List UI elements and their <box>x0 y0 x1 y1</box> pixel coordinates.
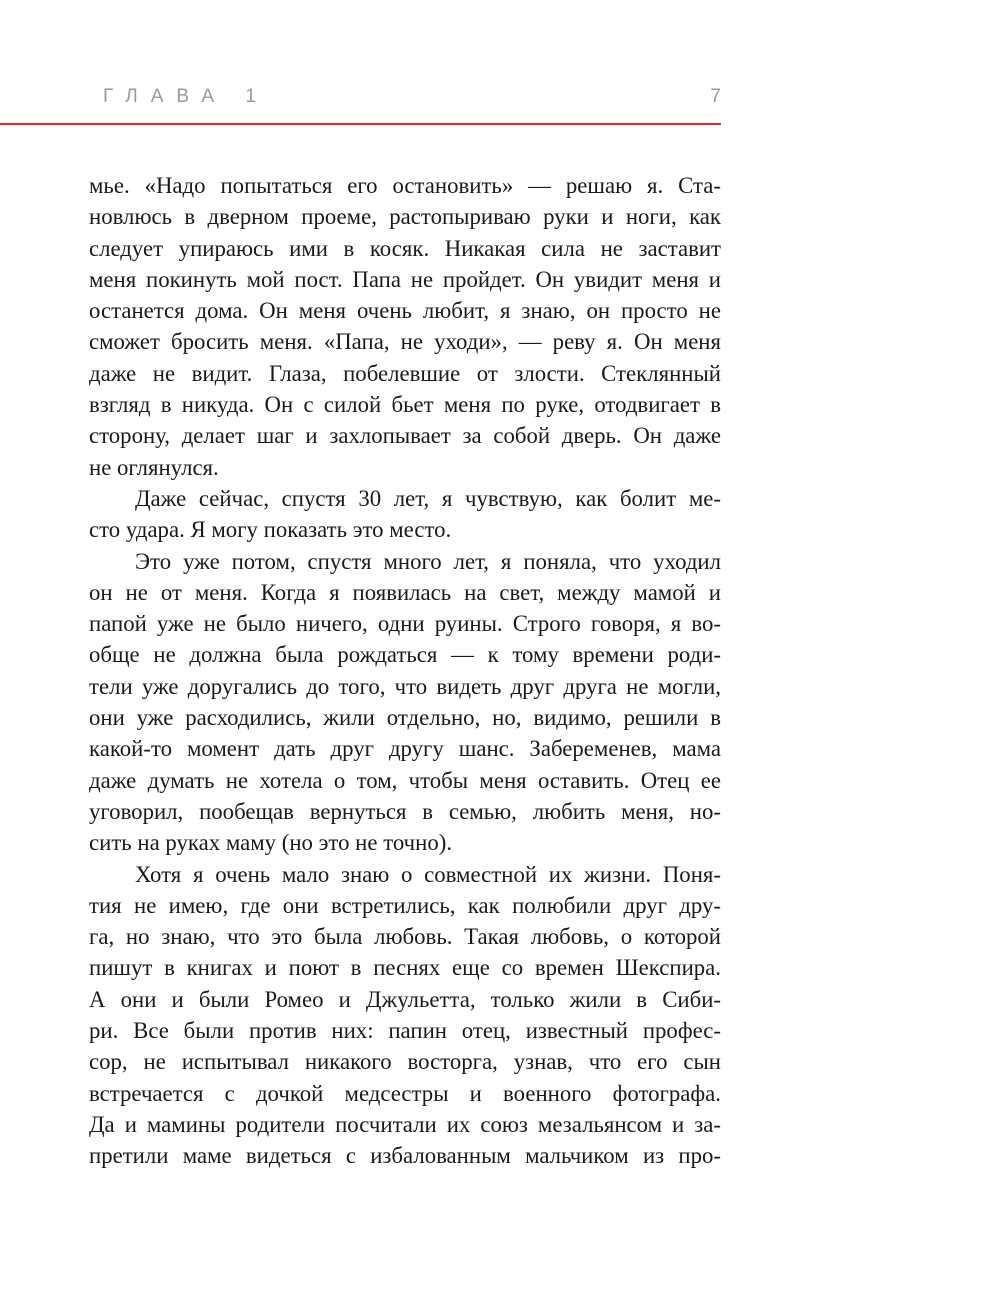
text-line: встречается с дочкой медсестры и военного фотографа. <box>89 1080 721 1106</box>
text-line: взгляд в никуда. Он с силой бьет меня по руке, отодвигает в <box>89 392 721 418</box>
text-line: Даже сейчас, спустя 30 лет, я чувствую, как болит ме- <box>135 485 721 511</box>
paragraph <box>89 546 721 859</box>
text-line: не оглянулся. <box>89 454 219 480</box>
text-line: сор, не испытывал никакого восторга, узнав, что его сын <box>89 1049 721 1075</box>
text-line: ри. Все были против них: папин отец, известный профес- <box>89 1018 721 1044</box>
body-text <box>89 170 721 1172</box>
text-line: Да и мамины родители посчитали их союз мезальянсом и за- <box>89 1111 721 1137</box>
paragraph <box>89 170 721 483</box>
text-line: даже не видит. Глаза, побелевшие от злости. Стеклянный <box>89 360 721 386</box>
page-number: 7 <box>710 86 721 107</box>
text-line: останется дома. Он меня очень любит, я знаю, он просто не <box>89 298 721 324</box>
running-head <box>103 86 721 114</box>
text-line: тели уже доругались до того, что видеть друг друга не могли, <box>89 673 721 699</box>
paragraph <box>89 483 721 546</box>
text-line: Это уже потом, спустя много лет, я поняла, что уходил <box>135 548 721 574</box>
text-line: он не от меня. Когда я появилась на свет, между мамой и <box>89 579 721 605</box>
text-line: сто удара. Я могу показать это место. <box>89 517 452 543</box>
text-line: претили маме видеться с избалованным мальчиком из про- <box>89 1143 721 1169</box>
paragraph <box>89 859 721 1172</box>
text-line: уговорил, пообещав вернуться в семью, любить меня, но- <box>89 798 721 824</box>
text-line: даже думать не хотела о том, чтобы меня оставить. Отец ее <box>89 767 721 793</box>
text-line: новлюсь в дверном проеме, растопыриваю руки и ноги, как <box>89 204 721 230</box>
text-line: А они и были Ромео и Джульетта, только жили в Сиби- <box>89 986 721 1012</box>
chapter-label: ГЛАВА 1 <box>103 86 269 107</box>
text-line: какой-то момент дать друг другу шанс. Забеременев, мама <box>89 736 721 762</box>
text-line: тия не имею, где они встретились, как полюбили друг дру- <box>89 892 721 918</box>
text-line: мье. «Надо попытаться его остановить» — решаю я. Ста- <box>89 173 721 198</box>
text-line: папой уже не было ничего, одни руины. Строго говоря, я во- <box>89 611 721 637</box>
header-rule <box>0 123 721 125</box>
text-line: га, но знаю, что это была любовь. Такая любовь, о которой <box>89 924 721 950</box>
text-line: сможет бросить меня. «Папа, не уходи», — реву я. Он меня <box>89 329 721 355</box>
text-line: сить на руках маму (но это не точно). <box>89 830 453 856</box>
text-line: они уже расходились, жили отдельно, но, видимо, решили в <box>89 705 721 731</box>
text-line: пишут в книгах и поют в песнях еще со времен Шекспира. <box>89 955 721 981</box>
text-line: обще не должна была рождаться — к тому времени роди- <box>89 642 721 668</box>
text-line: Хотя я очень мало знаю о совместной их жизни. Поня- <box>135 861 721 887</box>
text-line: меня покинуть мой пост. Папа не пройдет. Он увидит меня и <box>89 266 721 292</box>
text-line: сторону, делает шаг и захлопывает за собой дверь. Он даже <box>89 423 721 449</box>
text-line: следует упираюсь ими в косяк. Никакая сила не заставит <box>89 235 721 261</box>
